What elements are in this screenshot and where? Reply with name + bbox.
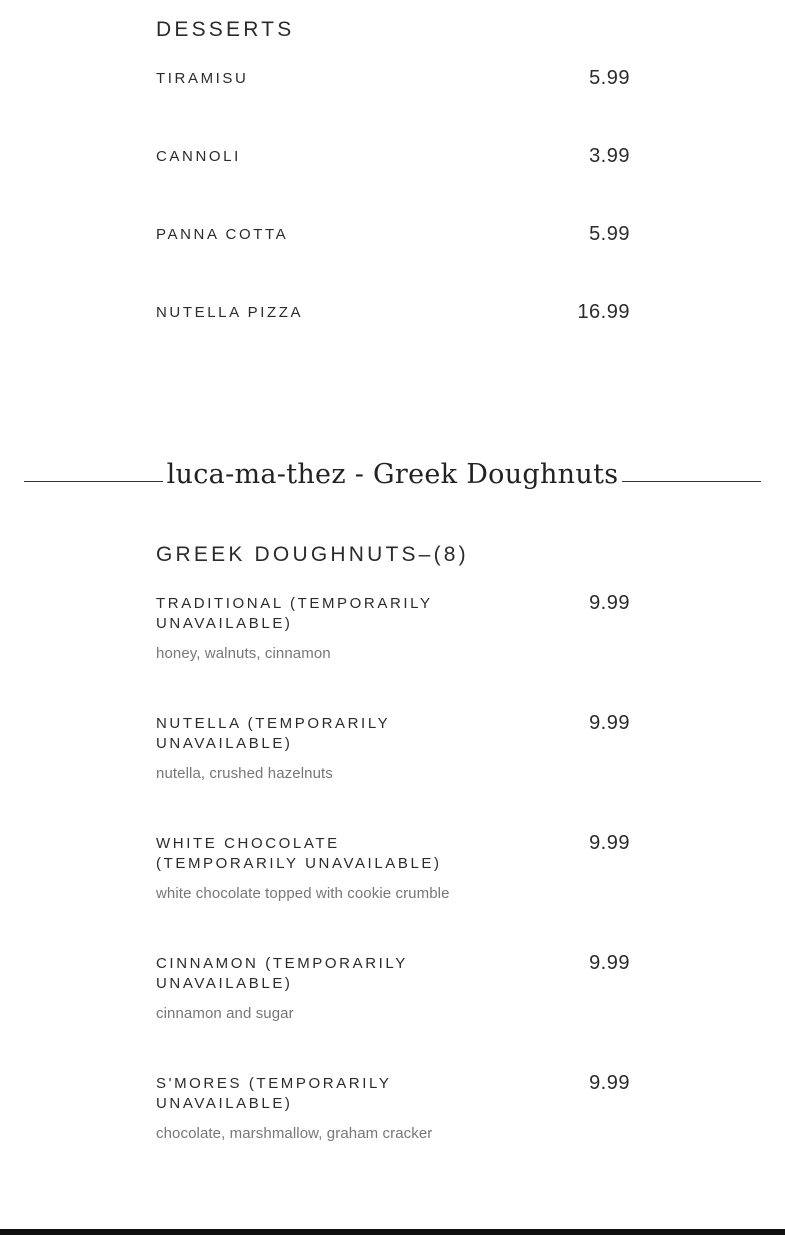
menu-item-name[interactable] <box>156 1074 486 1114</box>
desserts-section-title: DESSERTS <box>156 18 295 41</box>
menu-item-name[interactable] <box>156 954 486 994</box>
menu-item-price: 9.99 <box>589 592 630 614</box>
menu-item-price: 9.99 <box>589 832 630 854</box>
menu-item-name-line: (TEMPORARILY UNAVAILABLE) <box>156 855 442 872</box>
menu-item-name-line: UNAVAILABLE) <box>156 615 293 632</box>
menu-item-name-line: WHITE CHOCOLATE <box>156 835 340 852</box>
menu-item-price: 9.99 <box>589 712 630 734</box>
doughnuts-section-title: GREEK DOUGHNUTS–(8) <box>156 543 469 566</box>
menu-item-description: chocolate, marshmallow, graham cracker <box>156 1125 433 1142</box>
menu-item-description: cinnamon and sugar <box>156 1005 294 1022</box>
menu-item-name-line: UNAVAILABLE) <box>156 975 293 992</box>
menu-item-price: 5.99 <box>589 67 630 89</box>
menu-item-description: honey, walnuts, cinnamon <box>156 645 331 662</box>
menu-item-price: 9.99 <box>589 952 630 974</box>
menu-item-name[interactable] <box>156 834 486 874</box>
menu-item-name-line: UNAVAILABLE) <box>156 735 293 752</box>
menu-item-name-line: TRADITIONAL (TEMPORARILY <box>156 595 433 612</box>
menu-item-description: nutella, crushed hazelnuts <box>156 765 333 782</box>
menu-item-name[interactable] <box>156 594 486 634</box>
heading-divider-right <box>622 481 761 482</box>
bottom-border <box>0 1229 785 1235</box>
menu-item-description: white chocolate topped with cookie crumble <box>156 885 450 902</box>
menu-heading: luca-ma-thez - Greek Doughnuts <box>166 459 619 490</box>
menu-item-name[interactable]: TIRAMISU <box>156 70 249 87</box>
menu-item-price: 9.99 <box>589 1072 630 1094</box>
menu-item-name[interactable]: NUTELLA PIZZA <box>156 304 304 321</box>
menu-item-name-line: UNAVAILABLE) <box>156 1095 293 1112</box>
menu-item-price: 3.99 <box>589 145 630 167</box>
menu-item-name[interactable]: CANNOLI <box>156 148 241 165</box>
menu-item-price: 5.99 <box>589 223 630 245</box>
menu-item-name[interactable] <box>156 714 486 754</box>
menu-item-price: 16.99 <box>577 301 630 323</box>
menu-item-name-line: S'MORES (TEMPORARILY <box>156 1075 392 1092</box>
menu-item-name[interactable]: PANNA COTTA <box>156 226 289 243</box>
menu-item-name-line: CINNAMON (TEMPORARILY <box>156 955 408 972</box>
menu-item-name-line: NUTELLA (TEMPORARILY <box>156 715 391 732</box>
